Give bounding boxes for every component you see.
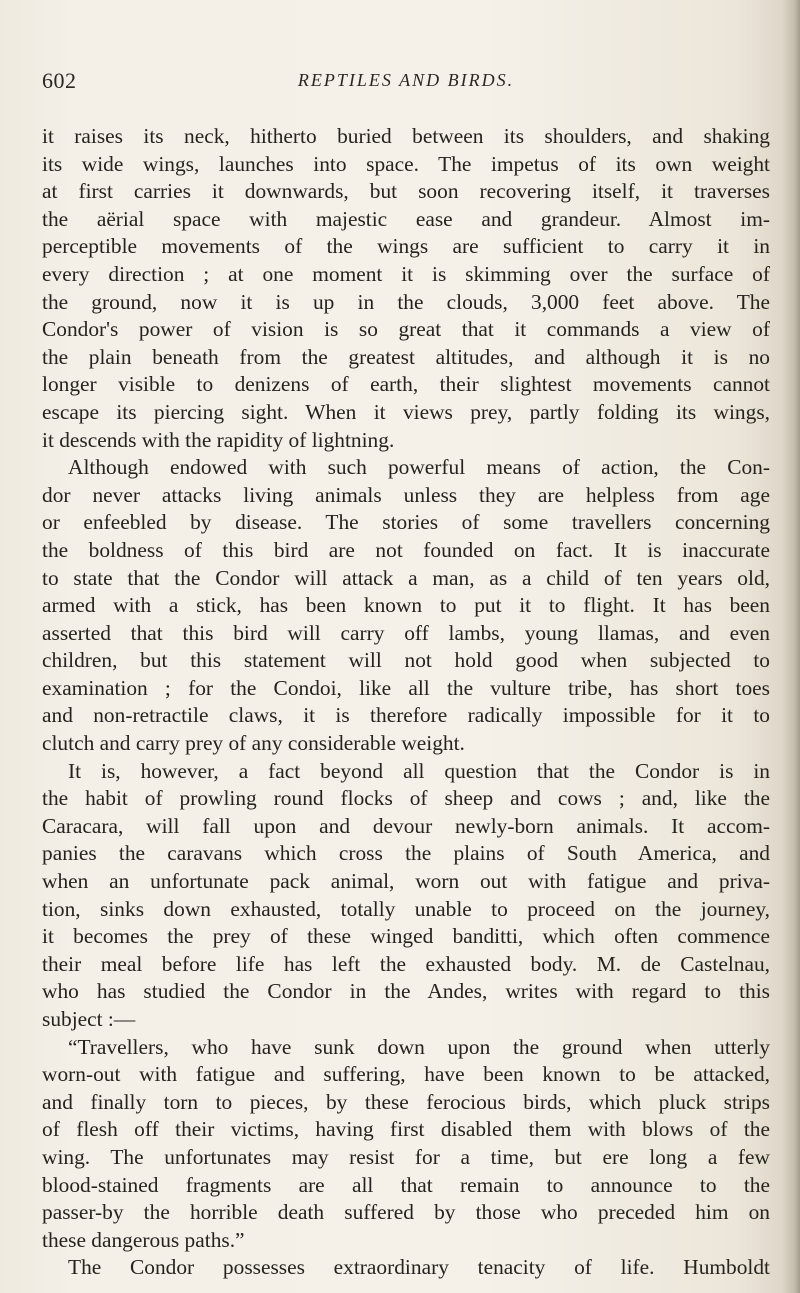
running-head: REPTILES AND BIRDS.: [297, 70, 515, 90]
text-line: Although endowed with such powerful means of action, the Con-: [68, 455, 770, 480]
text-line: the plain beneath from the greatest altitudes, and although it is no: [42, 344, 770, 369]
text-line: their meal before life has left the exhausted body. M. de Castelnau,: [42, 951, 770, 976]
text-line: asserted that this bird will carry off lambs, young llamas, and even: [42, 620, 770, 645]
body-text: [42, 123, 770, 1282]
text-line: at first carries it downwards, but soon recovering itself, it traverses: [42, 179, 770, 204]
text-line: Caracara, will fall upon and devour newly-born animals. It accom-: [42, 813, 770, 838]
text-line: examination ; for the Condoi, like all the vulture tribe, has short toes: [42, 675, 770, 700]
text-line: the boldness of this bird are not founded on fact. It is inaccurate: [42, 537, 770, 562]
text-line: armed with a stick, has been known to put it to flight. It has been: [42, 593, 770, 618]
text-line: who has studied the Condor in the Andes, writes with regard to this: [42, 979, 770, 1004]
text-line: it becomes the prey of these winged banditti, which often commence: [42, 924, 770, 949]
text-line: the ground, now it is up in the clouds, 3,000 feet above. The: [42, 289, 770, 314]
text-line: longer visible to denizens of earth, their slightest movements cannot: [42, 372, 770, 397]
text-line: it raises its neck, hitherto buried between its shoulders, and shaking: [42, 124, 770, 148]
text-line: when an unfortunate pack animal, worn out with fatigue and priva-: [42, 869, 770, 894]
text-line: every direction ; at one moment it is skimming over the surface of: [42, 261, 770, 286]
text-line: or enfeebled by disease. The stories of some travellers concerning: [42, 510, 770, 535]
text-line: blood-stained fragments are all that remain to announce to the: [42, 1172, 770, 1197]
text-line: children, but this statement will not hold good when subjected to: [42, 648, 770, 673]
text-line: passer-by the horrible death suffered by those who preceded him on: [42, 1200, 770, 1225]
text-line: “Travellers, who have sunk down upon the ground when utterly: [68, 1034, 770, 1059]
text-line: The Condor possesses extraordinary tenacity of life. Humboldt: [68, 1255, 770, 1280]
text-line: It is, however, a fact beyond all question that the Condor is in: [68, 758, 770, 783]
page-header: [42, 68, 770, 98]
text-line: panies the caravans which cross the plains of South America, and: [42, 841, 770, 866]
text-line: dor never attacks living animals unless they are helpless from age: [42, 482, 770, 507]
text-line: subject :—: [42, 1007, 136, 1031]
text-line: to state that the Condor will attack a man, as a child of ten years old,: [42, 565, 770, 590]
text-line: and non-retractile claws, it is therefore radically impossible for it to: [42, 703, 770, 728]
text-line: Condor's power of vision is so great that it commands a view of: [42, 317, 770, 342]
text-line: wing. The unfortunates may resist for a time, but ere long a few: [42, 1144, 770, 1169]
text-line: of flesh off their victims, having first disabled them with blows of the: [42, 1117, 770, 1142]
page-edge-shadow: [782, 0, 800, 1293]
text-line: perceptible movements of the wings are sufficient to carry it in: [42, 234, 770, 259]
text-line: its wide wings, launches into space. The impetus of its own weight: [42, 151, 770, 176]
text-line: it descends with the rapidity of lightning.: [42, 427, 395, 452]
text-line: tion, sinks down exhausted, totally unable to proceed on the journey,: [42, 896, 770, 921]
text-line: the habit of prowling round flocks of sheep and cows ; and, like the: [42, 786, 770, 811]
text-line: the aërial space with majestic ease and grandeur. Almost im-: [42, 206, 770, 231]
page-number: 602: [42, 68, 77, 93]
text-line: clutch and carry prey of any considerable weight.: [42, 731, 465, 756]
text-line: worn-out with fatigue and suffering, have been known to be attacked,: [42, 1062, 770, 1087]
text-line: escape its piercing sight. When it views prey, partly folding its wings,: [42, 399, 770, 424]
text-line: these dangerous paths.”: [42, 1227, 245, 1252]
text-line: and finally torn to pieces, by these ferocious birds, which pluck strips: [42, 1089, 770, 1114]
